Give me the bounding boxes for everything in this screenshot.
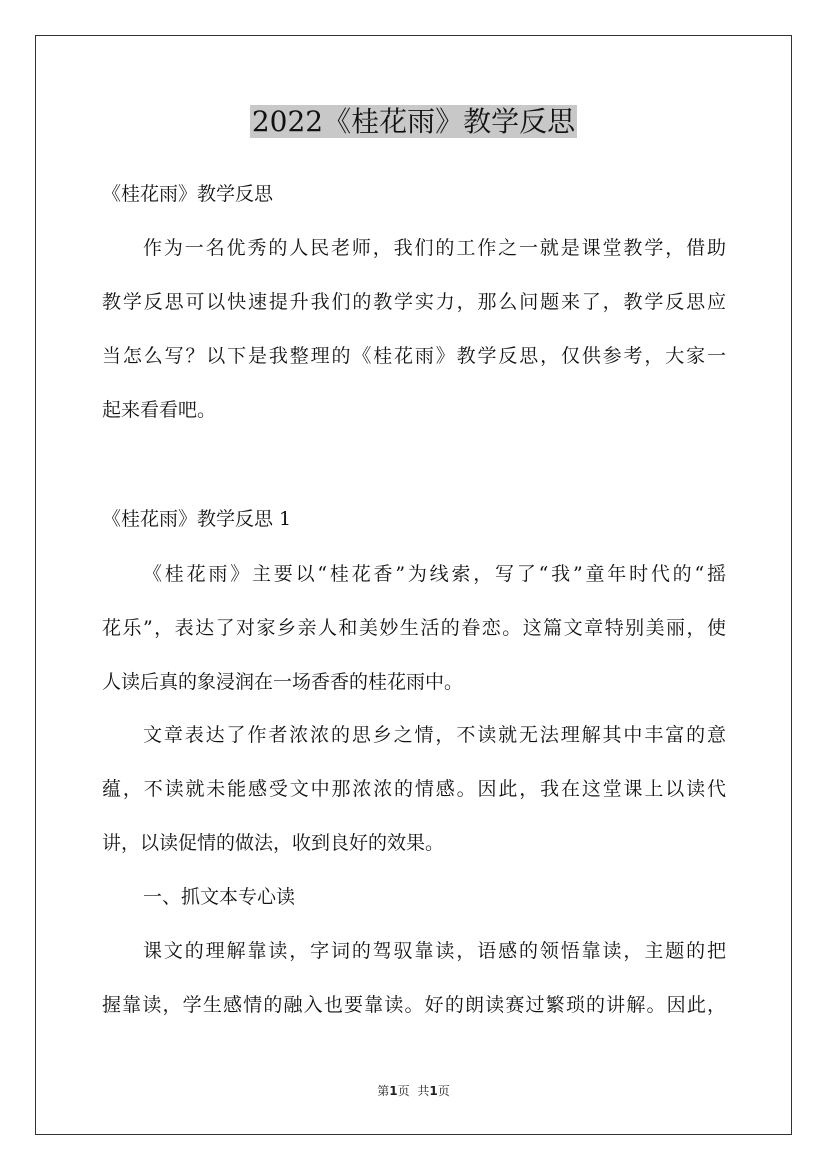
paragraph-2-line-3: 讲，以读促情的做法，收到良好的效果。: [102, 832, 445, 854]
intro-line-4: 起来看看吧。: [102, 399, 217, 421]
intro-line-2: 教学反思可以快速提升我们的教学实力，那么问题来了，教学反思应: [102, 291, 726, 313]
subheading-1: 一、抓文本专心读: [143, 886, 296, 908]
section-heading: 《桂花雨》教学反思: [102, 183, 274, 205]
footer-page-suffix: 页: [397, 1084, 410, 1098]
footer-total-prefix: 共: [417, 1084, 430, 1098]
document-title-text: 2022《桂花雨》教学反思: [251, 105, 576, 138]
footer-page-number: 1: [389, 1084, 398, 1098]
paragraph-1-line-2: 花乐”，表达了对家乡亲人和美妙生活的眷恋。这篇文章特别美丽，使: [102, 617, 726, 639]
paragraph-3-line-1: 课文的理解靠读，字词的驾驭靠读，语感的领悟靠读，主题的把: [143, 940, 726, 962]
intro-line-3: 当怎么写？以下是我整理的《桂花雨》教学反思，仅供参考，大家一: [102, 345, 726, 367]
intro-line-1: 作为一名优秀的人民老师，我们的工作之一就是课堂教学，借助: [143, 237, 726, 259]
footer-page-prefix: 第: [377, 1084, 390, 1098]
paragraph-3-line-2: 握靠读，学生感情的融入也要靠读。好的朗读赛过繁琐的讲解。因此，: [102, 994, 726, 1016]
paragraph-1-line-3: 人读后真的象浸润在一场香香的桂花雨中。: [102, 671, 464, 693]
page-footer: [0, 1083, 827, 1099]
paragraph-1-line-1: 《桂花雨》主要以“桂花香”为线索，写了“我”童年时代的“摇: [143, 563, 726, 585]
section-heading-1: 《桂花雨》教学反思 1: [102, 508, 292, 530]
paragraph-2-line-1: 文章表达了作者浓浓的思乡之情，不读就无法理解其中丰富的意: [143, 724, 726, 746]
footer-total-suffix: 页: [437, 1084, 450, 1098]
document-title: [0, 100, 827, 144]
footer-total-number: 1: [429, 1084, 438, 1098]
paragraph-2-line-2: 蕴，不读就未能感受文中那浓浓的情感。因此，我在这堂课上以读代: [102, 778, 726, 800]
